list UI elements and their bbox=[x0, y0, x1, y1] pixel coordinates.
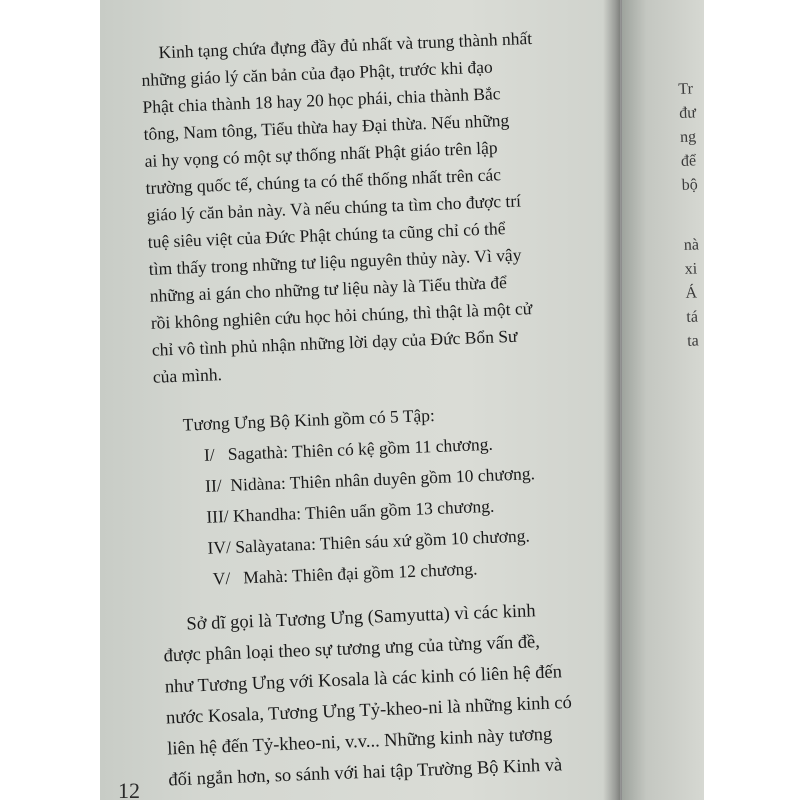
paragraph-1 bbox=[140, 23, 593, 391]
facing-fragment: Á bbox=[685, 284, 698, 302]
text-line: những ai gán cho những tư liệu này là Tiểu thừa để bbox=[149, 272, 508, 306]
list-item: IV/ Salàyatana: Thiên sáu xứ gồm 10 chương. bbox=[207, 525, 531, 558]
text-line: đối ngắn hơn, so sánh với hai tập Trường Bộ Kinh và bbox=[168, 755, 563, 791]
text-line: trường quốc tế, chúng ta có thể thống nhất trên các bbox=[145, 164, 502, 198]
text-line: ai hy vọng có một sự thống nhất Phật giáo trên lập bbox=[144, 137, 498, 171]
page-number: 12 bbox=[118, 778, 140, 803]
text-line: Phật chia thành 18 hay 20 học phái, chia thành Bắc bbox=[142, 83, 501, 117]
list-intro: Tương Ưng Bộ Kinh gồm có 5 Tập: bbox=[182, 404, 436, 435]
text-line: liên hệ đến Tỷ-kheo-ni, v.v... Những kinh này tương bbox=[166, 724, 553, 760]
paragraph-2 bbox=[162, 594, 609, 797]
facing-fragment: bộ bbox=[681, 176, 699, 194]
list-item: III/ Khandha: Thiên uẩn gồm 13 chương. bbox=[205, 495, 495, 527]
text-line: rồi không nghiên cứu học hỏi chúng, thì thật là một cử bbox=[150, 298, 533, 333]
list-item: I/ Sagathà: Thiên có kệ gồm 11 chương. bbox=[203, 433, 494, 465]
page-body-text bbox=[140, 23, 609, 796]
text-line: được phân loại theo sự tương ưng của từng vấn đề, bbox=[163, 632, 541, 667]
facing-fragment: để bbox=[680, 152, 697, 170]
text-line: như Tương Ưng với Kosala là các kinh có liên hệ đến bbox=[164, 662, 563, 698]
list-item: V/ Mahà: Thiên đại gồm 12 chương. bbox=[212, 558, 478, 589]
text-line: Kinh tạng chứa đựng đầy đủ nhất và trung thành nhất bbox=[158, 27, 533, 63]
text-line: tìm thấy trong những tư liệu nguyên thủy này. Vì vậy bbox=[148, 244, 522, 279]
facing-fragment: ta bbox=[686, 332, 700, 350]
text-line: Sở dĩ gọi là Tương Ưng (Samyutta) vì các kinh bbox=[186, 601, 536, 635]
book-gutter-shadow bbox=[603, 0, 623, 800]
text-line: giáo lý căn bản này. Và nếu chúng ta tìm cho được trí bbox=[146, 190, 522, 225]
text-line: những giáo lý căn bản của đạo Phật, trước khi đạo bbox=[141, 56, 494, 90]
text-line: của mình. bbox=[152, 364, 223, 387]
list-item: II/ Nidàna: Thiên nhân duyên gồm 10 chương. bbox=[204, 463, 536, 496]
volume-list bbox=[154, 394, 601, 597]
text-line: tông, Nam tông, Tiểu thừa hay Đại thừa. Nếu những bbox=[143, 109, 510, 144]
facing-fragment: nà bbox=[683, 236, 700, 254]
facing-fragment: đư bbox=[678, 104, 697, 122]
facing-fragment: xi bbox=[684, 260, 698, 278]
facing-fragment: ng bbox=[679, 128, 697, 146]
facing-fragment: tá bbox=[686, 308, 699, 326]
facing-fragment: Tr bbox=[678, 80, 694, 98]
text-line: tuệ siêu việt của Đức Phật chúng ta cũng chỉ có thể bbox=[147, 218, 506, 252]
text-line: chỉ vô tình phủ nhận những lời dạy của Đức Bổn Sư bbox=[151, 325, 518, 360]
text-line: nước Kosala, Tương Ưng Tỷ-kheo-ni là những kinh có bbox=[165, 692, 573, 729]
